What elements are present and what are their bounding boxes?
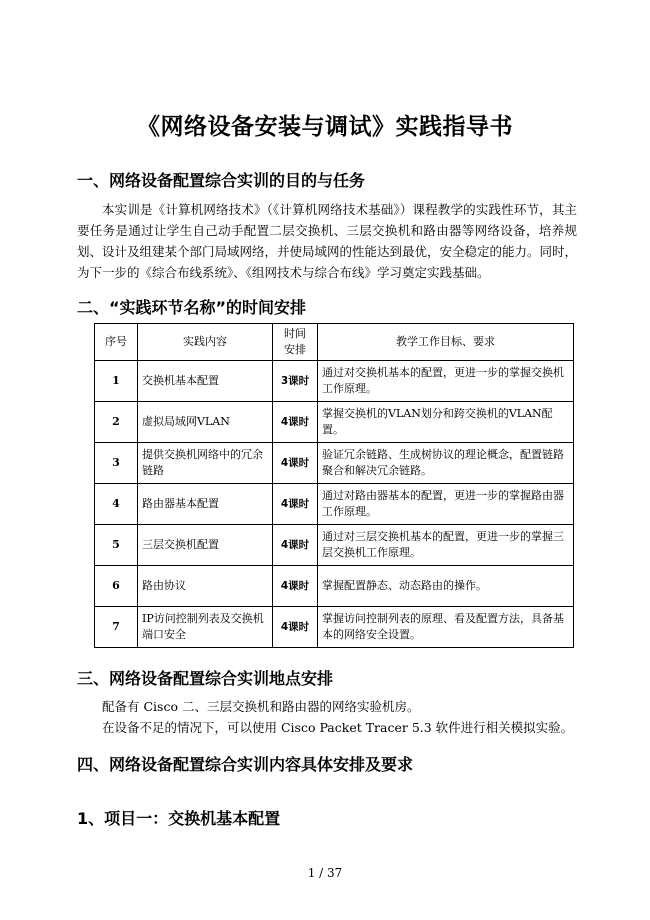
- header-hours: [273, 324, 318, 361]
- row-no: 6: [95, 566, 138, 607]
- section3-heading: 三、网络设备配置综合实训地点安排: [77, 669, 334, 688]
- table-row: [95, 402, 574, 443]
- row-hours: 4课时: [273, 443, 318, 484]
- section4-subheading: 1、项目一：交换机基本配置: [77, 809, 281, 828]
- row-no: 7: [95, 607, 138, 648]
- header-goal: 教学工作目标、要求: [318, 324, 574, 361]
- table-header-row: [95, 324, 574, 361]
- schedule-table: [94, 323, 574, 648]
- row-hours: 4课时: [273, 607, 318, 648]
- section3-line1: 配备有 Cisco 二、三层交换机和路由器的网络实验机房。: [102, 699, 420, 714]
- row-goal: 验证冗余链路、生成树协议的理论概念，配置链路聚合和解决冗余链路。: [318, 443, 574, 484]
- row-goal: 掌握访问控制列表的原理、看及配置方法，具备基本的网络安全设置。: [318, 607, 574, 648]
- row-hours: 4课时: [273, 484, 318, 525]
- table-row: [95, 566, 574, 607]
- section1-paragraph-text: 本实训是《计算机网络技术》（《计算机网络技术基础》）课程教学的实践性环节，其主要任务是通过让学生自己动手配置二层交换机、三层交换机和路由器等网络设备，培养规划、设计及组建某个部门局域网络，并使局域网的性能达到最优，安全稳定的能力。同时，为下一步的《综合布线系统》、《组网技术与综合布线》学习奠定实践基础。: [77, 202, 578, 280]
- table-row: [95, 484, 574, 525]
- table-row: [95, 361, 574, 402]
- row-hours: 4课时: [273, 566, 318, 607]
- document-title: 《网络设备安装与调试》实践指导书: [137, 114, 513, 140]
- row-hours: 4课时: [273, 525, 318, 566]
- row-no: 3: [95, 443, 138, 484]
- section1-heading: 一、网络设备配置综合实训的目的与任务: [77, 171, 366, 190]
- section2-heading: 二、“实践环节名称”的时间安排: [77, 298, 307, 317]
- row-goal: 通过对三层交换机基本的配置，更进一步的掌握三层交换机工作原理。: [318, 525, 574, 566]
- section1-paragraph: [77, 199, 577, 283]
- header-hours-line1: 时间: [284, 327, 306, 340]
- row-content: 交换机基本配置: [138, 361, 273, 402]
- row-content: 三层交换机配置: [138, 525, 273, 566]
- row-content: IP访问控制列表及交换机端口安全: [138, 607, 273, 648]
- table-row: [95, 607, 574, 648]
- row-hours: 4课时: [273, 402, 318, 443]
- row-content: 路由协议: [138, 566, 273, 607]
- header-hours-line2: 安排: [284, 343, 306, 356]
- row-hours: 3课时: [273, 361, 318, 402]
- row-no: 2: [95, 402, 138, 443]
- row-no: 5: [95, 525, 138, 566]
- row-no: 4: [95, 484, 138, 525]
- row-goal: 通过对路由器基本的配置，更进一步的掌握路由器工作原理。: [318, 484, 574, 525]
- header-no: 序号: [95, 324, 138, 361]
- row-content: 虚拟局域网VLAN: [138, 402, 273, 443]
- section3-line2: 在设备不足的情况下，可以使用 Cisco Packet Tracer 5.3 软件进行相关模拟实验。: [102, 720, 574, 735]
- page-number: 1 / 37: [307, 866, 343, 880]
- header-content: 实践内容: [138, 324, 273, 361]
- row-goal: 通过对交换机基本的配置，更进一步的掌握交换机工作原理。: [318, 361, 574, 402]
- row-content: 路由器基本配置: [138, 484, 273, 525]
- row-goal: 掌握交换机的VLAN划分和跨交换机的VLAN配置。: [318, 402, 574, 443]
- table-row: [95, 443, 574, 484]
- row-content: 提供交换机网络中的冗余链路: [138, 443, 273, 484]
- section4-heading: 四、网络设备配置综合实训内容具体安排及要求: [77, 755, 414, 774]
- row-no: 1: [95, 361, 138, 402]
- table-row: [95, 525, 574, 566]
- row-goal: 掌握配置静态、动态路由的操作。: [318, 566, 574, 607]
